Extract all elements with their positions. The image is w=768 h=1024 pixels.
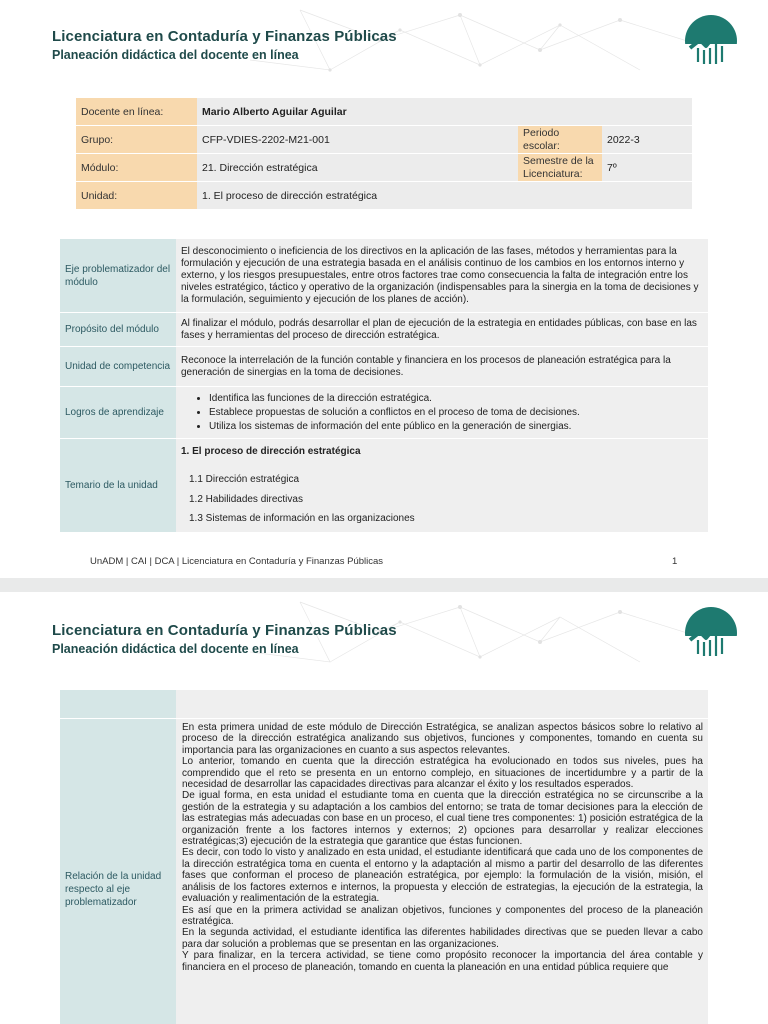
eje-value: El desconocimiento o ineficiencia de los directivos en la aplicación de las fases, métodos y herramientas para la formulación y ejecución de una estrategia basada en el análisis continuo de los cambios en los entornos interno y externo, y los riesgos presupuestales, entre otros factores trae como consecuencia la falta de integración entre los niveles estratégico, táctico y operativo de la organización (indispensables para la sinergia en la toma de decisiones y la formulación, seguimiento y ejecución de los planes de acción). [176, 239, 708, 312]
unidad-row [76, 182, 692, 209]
relation-label: Relación de la unidad respecto al eje problematizador [60, 719, 176, 1024]
relation-paragraph: De igual forma, en esta unidad el estudiante toma en cuenta que la dirección estratégica no se circunscribe a la gestión de la estrategia y su adaptación a los cambios del entorno; se trata de tomar decisiones para la elección de las estrategias más adecuadas con base en un proceso, el cual tiene tres componentes: 1) posición estratégica de la organización frente a los factores internos y externos; 2) opciones para desarrollar y realizar elecciones estratégicas;3) ejecución de la estrategia que garantice que éstas funcionen. [182, 790, 703, 848]
temario-item: 1.3 Sistemas de información en las organizaciones [189, 513, 415, 524]
relation-header-row [60, 690, 708, 718]
institution-logo-icon [684, 14, 738, 68]
relation-table [60, 690, 708, 1024]
eje-label: Eje problematizador del módulo [60, 239, 176, 312]
temario-heading: 1. El proceso de dirección estratégica [181, 446, 361, 457]
eje-row [60, 239, 708, 312]
docente-row [76, 98, 692, 125]
logros-row [60, 387, 708, 438]
temario-item: 1.1 Dirección estratégica [189, 474, 300, 485]
unidad-value: 1. El proceso de dirección estratégica [197, 182, 692, 209]
page-footer: UnADM | CAI | DCA | Licenciatura en Contaduría y Finanzas Públicas [90, 556, 384, 567]
empty-label-cell [60, 690, 176, 718]
logros-label: Logros de aprendizaje [60, 387, 176, 438]
temario-value [176, 439, 708, 532]
logro-item: • Identifica las funciones de la dirección estratégica. [209, 392, 703, 406]
docente-label: Docente en línea: [76, 98, 197, 125]
proposito-value: Al finalizar el módulo, podrás desarrollar el plan de ejecución de la estrategia en entidades públicas, con base en las fases y herramientas del proceso de dirección estratégica. [176, 313, 708, 346]
unidad-label: Unidad: [76, 182, 197, 209]
proposito-row [60, 313, 708, 346]
document-page-2 [0, 592, 768, 1024]
semestre-value: 7º [602, 154, 692, 181]
grupo-value: CFP-VDIES-2202-M21-001 [197, 126, 518, 153]
temario-item: 1.2 Habilidades directivas [189, 493, 303, 505]
logros-list [181, 392, 703, 434]
grupo-label: Grupo: [76, 126, 197, 153]
grupo-row [76, 126, 692, 153]
modulo-row [76, 154, 692, 181]
temario-row [60, 439, 708, 532]
document-subtitle: Planeación didáctica del docente en línea [52, 48, 299, 62]
empty-value-cell [176, 690, 708, 718]
proposito-label: Propósito del módulo [60, 313, 176, 346]
logro-item: • Utiliza los sistemas de información del ente público en la generación de sinergias. [209, 420, 703, 434]
page-separator [0, 578, 768, 592]
document-title: Licenciatura en Contaduría y Finanzas Públicas [52, 28, 397, 45]
relation-paragraph: Lo anterior, tomando en cuenta que la dirección estratégica ha evolucionado en todos sus niveles, pues ha comprendido que el reto se presenta en un entorno complejo, en situaciones de incertidumbre y a partir de la necesidad de desarrollar las capacidades directivas para alcanzar el éxito y los resultados esperados. [182, 756, 703, 791]
document-subtitle: Planeación didáctica del docente en línea [52, 642, 299, 656]
logro-item: • Establece propuestas de solución a conflictos en el proceso de toma de decisiones. [209, 406, 703, 420]
relation-value [176, 719, 708, 1024]
modulo-value: 21. Dirección estratégica [197, 154, 518, 181]
module-details-table [60, 238, 708, 533]
relation-paragraph: En la segunda actividad, el estudiante identifica las diferentes habilidades directivas que se pueden llevar a cabo para dar solución a problemas que se presentan en las organizaciones. [182, 927, 703, 950]
periodo-label: Periodo escolar: [518, 126, 602, 153]
relation-paragraph: Es así que en la primera actividad se analizan objetivos, funciones y componentes del proceso de la planeación estratégica. [182, 904, 703, 927]
modulo-label: Módulo: [76, 154, 197, 181]
relation-paragraph: Y para finalizar, en la tercera actividad, se tiene como propósito reconocer la importancia del área contable y financiera en el proceso de planeación, tomando en cuenta la planeación en una entidad pública requiere que [182, 950, 703, 973]
logros-value [176, 387, 708, 438]
semestre-label: Semestre de la Licenciatura: [518, 154, 602, 181]
institution-logo-icon [684, 606, 738, 660]
competencia-row [60, 347, 708, 386]
competencia-value: Reconoce la interrelación de la función contable y financiera en los procesos de planeación estratégica para la generación de sinergias en la toma de decisiones. [176, 347, 708, 386]
course-info-table [76, 97, 692, 210]
periodo-value: 2022-3 [602, 126, 692, 153]
competencia-label: Unidad de competencia [60, 347, 176, 386]
temario-label: Temario de la unidad [60, 439, 176, 532]
document-title: Licenciatura en Contaduría y Finanzas Públicas [52, 622, 397, 639]
docente-value: Mario Alberto Aguilar Aguilar [197, 98, 692, 125]
network-background-decoration [0, 0, 768, 90]
relation-paragraph: Es decir, con todo lo visto y analizado en esta unidad, el estudiante identificará que cada uno de los componentes de la dirección estratégica toma en cuenta el entorno y la adaptación al mismo a partir del desarrollo de las diferentes fases que conforman el proceso de planeación estratégica, por ejemplo: la formulación de la visión, misión, el análisis de los factores externos e internos, la propuesta y elección de estrategias, la ejecución de la estrategia, la evaluación y realimentación de la estrategia. [182, 847, 703, 905]
page-number: 1 [672, 556, 678, 567]
relation-paragraph: En esta primera unidad de este módulo de Dirección Estratégica, se analizan aspectos básicos sobre lo relativo al proceso de la dirección estratégica analizando sus objetivos, funciones y componentes, tomando en cuenta su importancia para las organizaciones en cuanto a sus aspectos relevantes. [182, 722, 703, 756]
relation-row [60, 719, 708, 1024]
